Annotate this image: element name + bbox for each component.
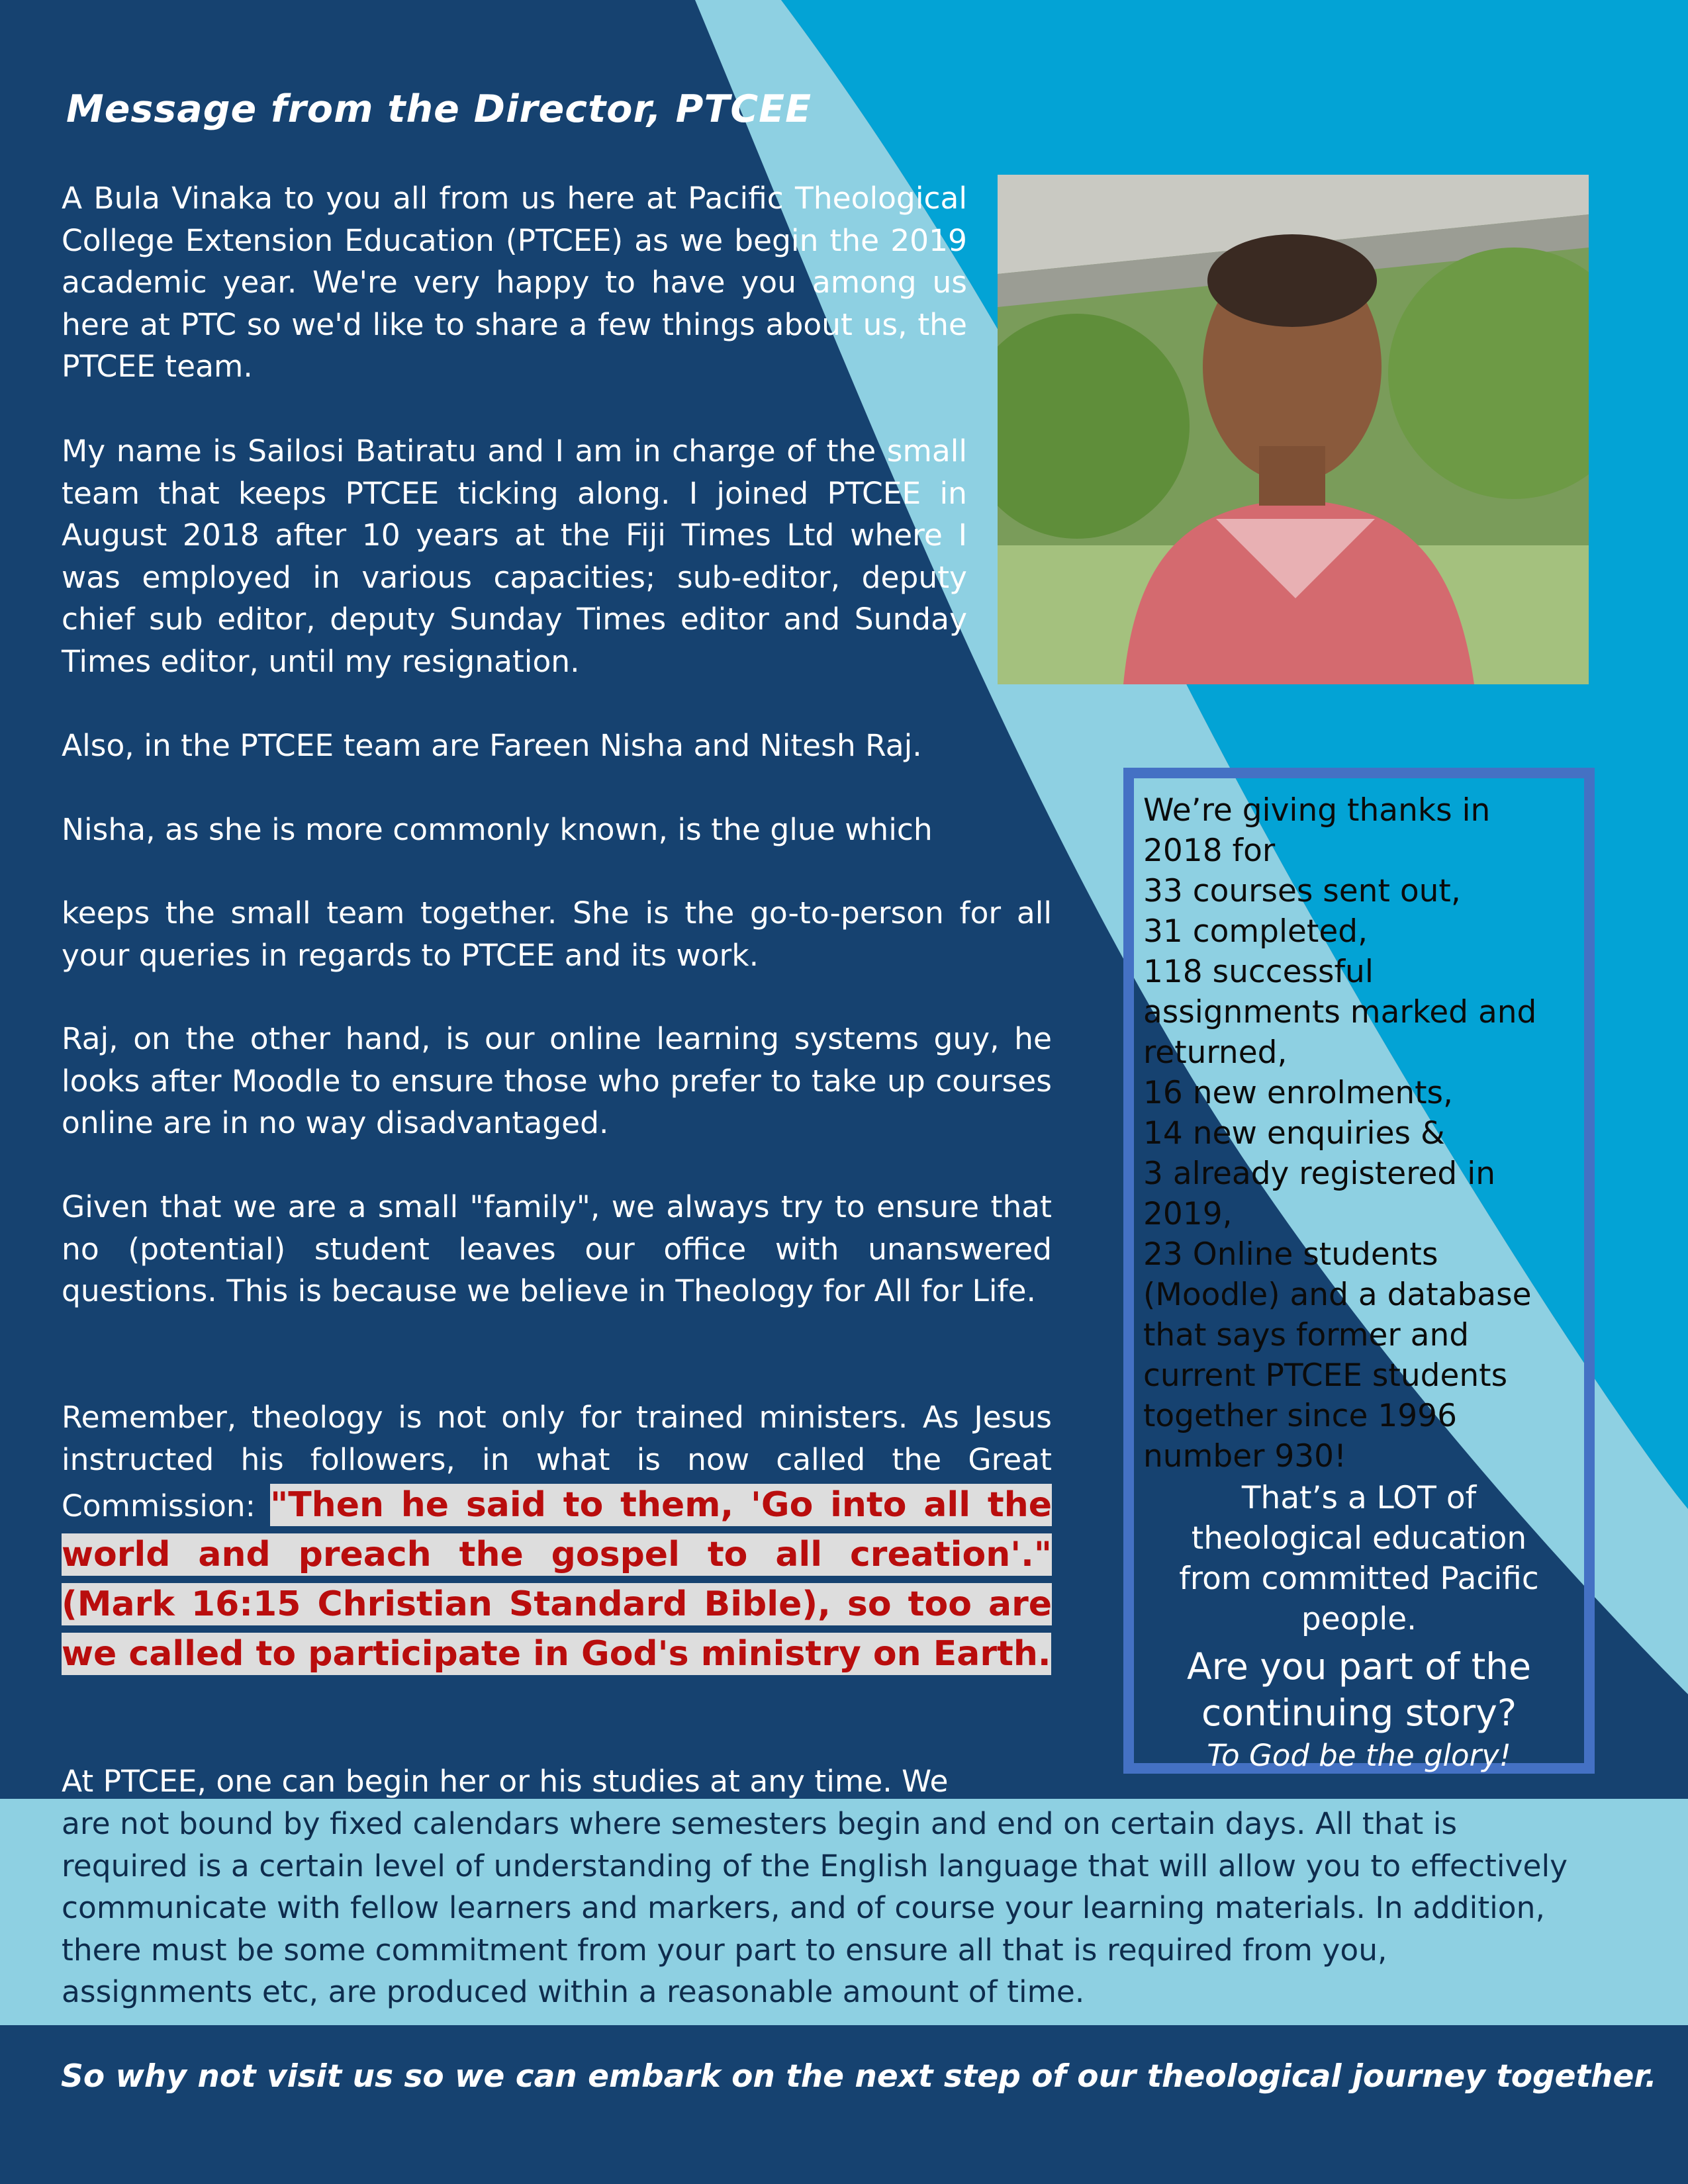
summary-line: from committed Pacific (1179, 1561, 1539, 1597)
director-portrait-photo (998, 175, 1589, 684)
stats-line: 23 Online students (1143, 1236, 1438, 1273)
stats-summary (1134, 1478, 1584, 1776)
stats-line: (Moodle) and a database (1143, 1277, 1532, 1313)
summary-line: people. (1301, 1601, 1417, 1637)
stats-line: 16 new enrolments, (1143, 1075, 1453, 1111)
thanks-stats-box (1123, 768, 1595, 1774)
blessing-line: To God be the glory! (1207, 1738, 1511, 1773)
question-line: continuing story? (1201, 1692, 1517, 1734)
stats-line: returned, (1143, 1034, 1288, 1071)
studies-paragraph-start: At PTCEE, one can begin her or his studies at any time. We (62, 1764, 949, 1799)
intro-paragraph: A Bula Vinaka to you all from us here at Pacific Theological College Extension Education (PTCEE) as we begin the 2019 academic year. We're very happy to have you among us here at PTC so we'd like to share a few things about us, the PTCEE team. (62, 181, 967, 384)
stats-line: number 930! (1143, 1438, 1346, 1475)
stats-line: We’re giving thanks in (1143, 792, 1491, 829)
director-paragraph: My name is Sailosi Batiratu and I am in charge of the small team that keeps PTCEE ticking along. I joined PTCEE in August 2018 after 10 years at the Fiji Times Ltd where I was employed in various capacities; sub-editor, deputy chief sub editor, deputy Sunday Times editor and Sunday Times editor, until my resignation. (62, 433, 967, 679)
raj-paragraph: Raj, on the other hand, is our online learning systems guy, he looks after Moodle to ensure those who prefer to take up courses online are in no way disadvantaged. (62, 1021, 1052, 1140)
scripture-quote: "Then he said to them, 'Go into all the world and preach the gospel to all creation'." (Mark 16:15 Christian Standard Bible), so too are we called to participate in God's ministry on Earth. (62, 1485, 1052, 1674)
team-paragraph: Also, in the PTCEE team are Fareen Nisha and Nitesh Raj. (62, 728, 922, 763)
nisha-role-paragraph: keeps the small team together. She is the go-to-person for all your queries in regards to PTCEE and its work. (62, 895, 1052, 973)
stats-line: assignments marked and (1143, 994, 1537, 1030)
stats-line: 2018 for (1143, 833, 1276, 869)
stats-line: 2019, (1143, 1196, 1233, 1232)
stats-line: 31 completed, (1143, 913, 1368, 950)
stats-line: together since 1996 (1143, 1398, 1457, 1434)
summary-line: That’s a LOT of (1241, 1480, 1477, 1516)
question-line: Are you part of the (1187, 1645, 1531, 1688)
stats-line: 3 already registered in (1143, 1156, 1496, 1192)
stats-line: 33 courses sent out, (1143, 873, 1461, 909)
stats-list (1143, 790, 1536, 1477)
stats-line: current PTCEE students (1143, 1357, 1508, 1394)
closing-invitation: So why not visit us so we can embark on the next step of our theological journey together. (61, 2058, 1657, 2095)
great-commission-paragraph (62, 1396, 1052, 1679)
page-title: Message from the Director, PTCEE (66, 87, 812, 131)
studies-paragraph: are not bound by fixed calendars where semesters begin and end on certain days. All that is required is a certain level of understanding of the English language that will allow you to effectively communicate with fellow learners and markers, and of course your learning materials. In addition, there must be some commitment from your part to ensure all that is required from you, assignments etc, are produced within a reasonable amount of time. (62, 1806, 1568, 2009)
stats-line: that says former and (1143, 1317, 1470, 1353)
family-paragraph: Given that we are a small "family", we always try to ensure that no (potential) student leaves our office with unanswered questions. This is because we believe in Theology for All for Life. (62, 1189, 1052, 1308)
summary-line: theological education (1191, 1520, 1527, 1557)
nisha-paragraph: Nisha, as she is more commonly known, is the glue which (62, 812, 933, 847)
stats-line: 118 successful (1143, 954, 1374, 990)
great-commission-intro: Remember, theology is not only for trained ministers. As Jesus instructed his followers, in what is now called the Great Commission: (62, 1400, 1052, 1524)
stats-line: 14 new enquiries & (1143, 1115, 1445, 1152)
